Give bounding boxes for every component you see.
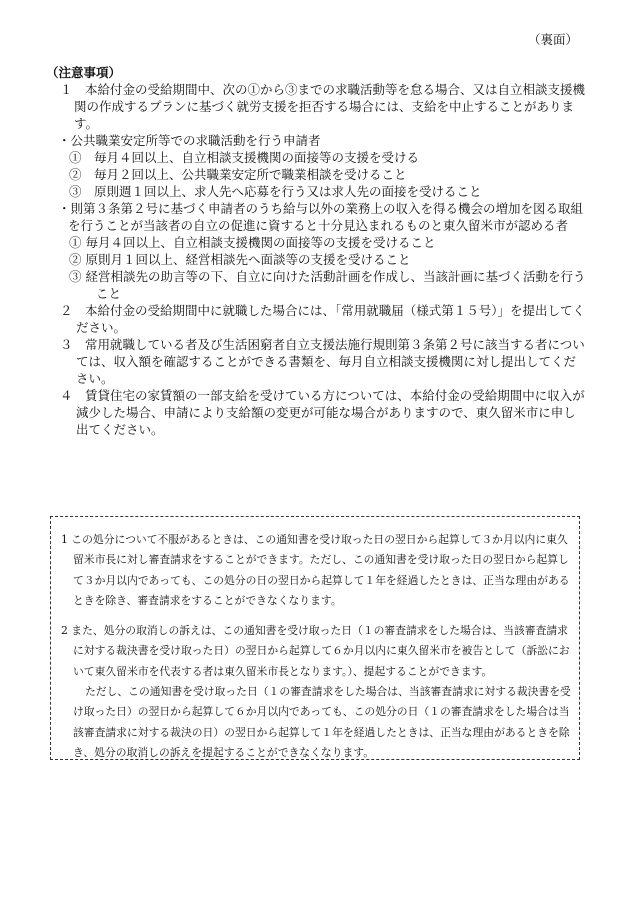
group-b-item: ③ 経営相談先の助言等の下、自立に向けた活動計画を作成し、当該計画に基づく活動を行うこと [69, 269, 586, 301]
note-item-4: ４ 賃貸住宅の家賃額の一部支給を受けている方については、本給付金の受給期間中に収入が減少した場合、申請により支給額の変更が可能な場合がありますので、東久留米市に申し出てください。 [60, 388, 585, 437]
group-a-item: ① 毎月４回以上、自立相談支援機関の面接等の支援を受ける [69, 150, 420, 165]
page-side-label: （裏面） [527, 32, 578, 47]
group-b-item: ② 原則月１回以上、経営相談先へ面談等の支援を受けること [69, 252, 411, 267]
note-item-1: １ 本給付金の受給期間中、次の①から③までの求職活動等を怠る場合、又は自立相談支援機関の作成するプランに基づく就労支援を拒否する場合には、支給を中止することがあります。 [60, 82, 586, 131]
note-item-3: ３ 常用就職している者及び生活困窮者自立支援法施行規則第３条第２号に該当する者については、収入額を確認することができる書類を、毎月自立相談支援機関に対し提出してください。 [60, 337, 585, 386]
appeal-notice-box [50, 516, 580, 760]
appeal-paragraph-2-proviso: ただし、この通知書を受け取った日（１の審査請求をした場合は、当該審査請求に対する裁決書を受け取った日）の翌日から起算して６か月以内であっても、この処分の日（１の審査請求をした場合は当該審査請求に対する裁決の日）の翌日から起算して１年を経過したときは、正当な理由があるときを除き、処分の取消しの訴えを提起することができなくなります。 [73, 685, 571, 759]
notes-heading: （注意事項） [46, 65, 122, 80]
appeal-paragraph-1: 1 この処分について不服があるときは、この通知書を受け取った日の翌日から起算して３か月以内に東久留米市長に対し審査請求をすることができます。ただし、この通知書を受け取った日の翌日から起算して３か月以内であっても、この処分の日の翌日から起算して１年を経過したときは、正当な理由があるときを除き、審査請求をすることができなくなります。 [61, 533, 570, 607]
group-b-title: ・則第３条第２号に基づく申請者のうち給与以外の業務上の収入を得る機会の増加を図る取組を行うことが当該者の自立の促進に資すると十分見込まれるものと東久留米市が認める者 [58, 201, 584, 233]
group-b-item: ① 毎月４回以上、自立相談支援機関の面接等の支援を受けること [69, 235, 436, 250]
group-a-item: ② 毎月２回以上、公共職業安定所で職業相談を受けること [69, 167, 407, 182]
group-a-title: ・公共職業安定所等での求職活動を行う申請者 [58, 133, 321, 148]
appeal-paragraph-2: 2 また、処分の取消しの訴えは、この通知書を受け取った日（１の審査請求をした場合は、当該審査請求に対する裁決書を受け取った日）の翌日から起算して６か月以内に東久留米市を被告として（訴訟において東久留米市を代表する者は東久留米市長となります。）、提起することができます。 [61, 624, 570, 678]
group-a-item: ③ 原則週１回以上、求人先へ応募を行う又は求人先の面接を受けること [69, 184, 482, 199]
notes-section [44, 64, 586, 438]
note-item-2: ２ 本給付金の受給期間中に就職した場合には、「常用就職届（様式第１５号）」を提出してください。 [60, 303, 586, 335]
